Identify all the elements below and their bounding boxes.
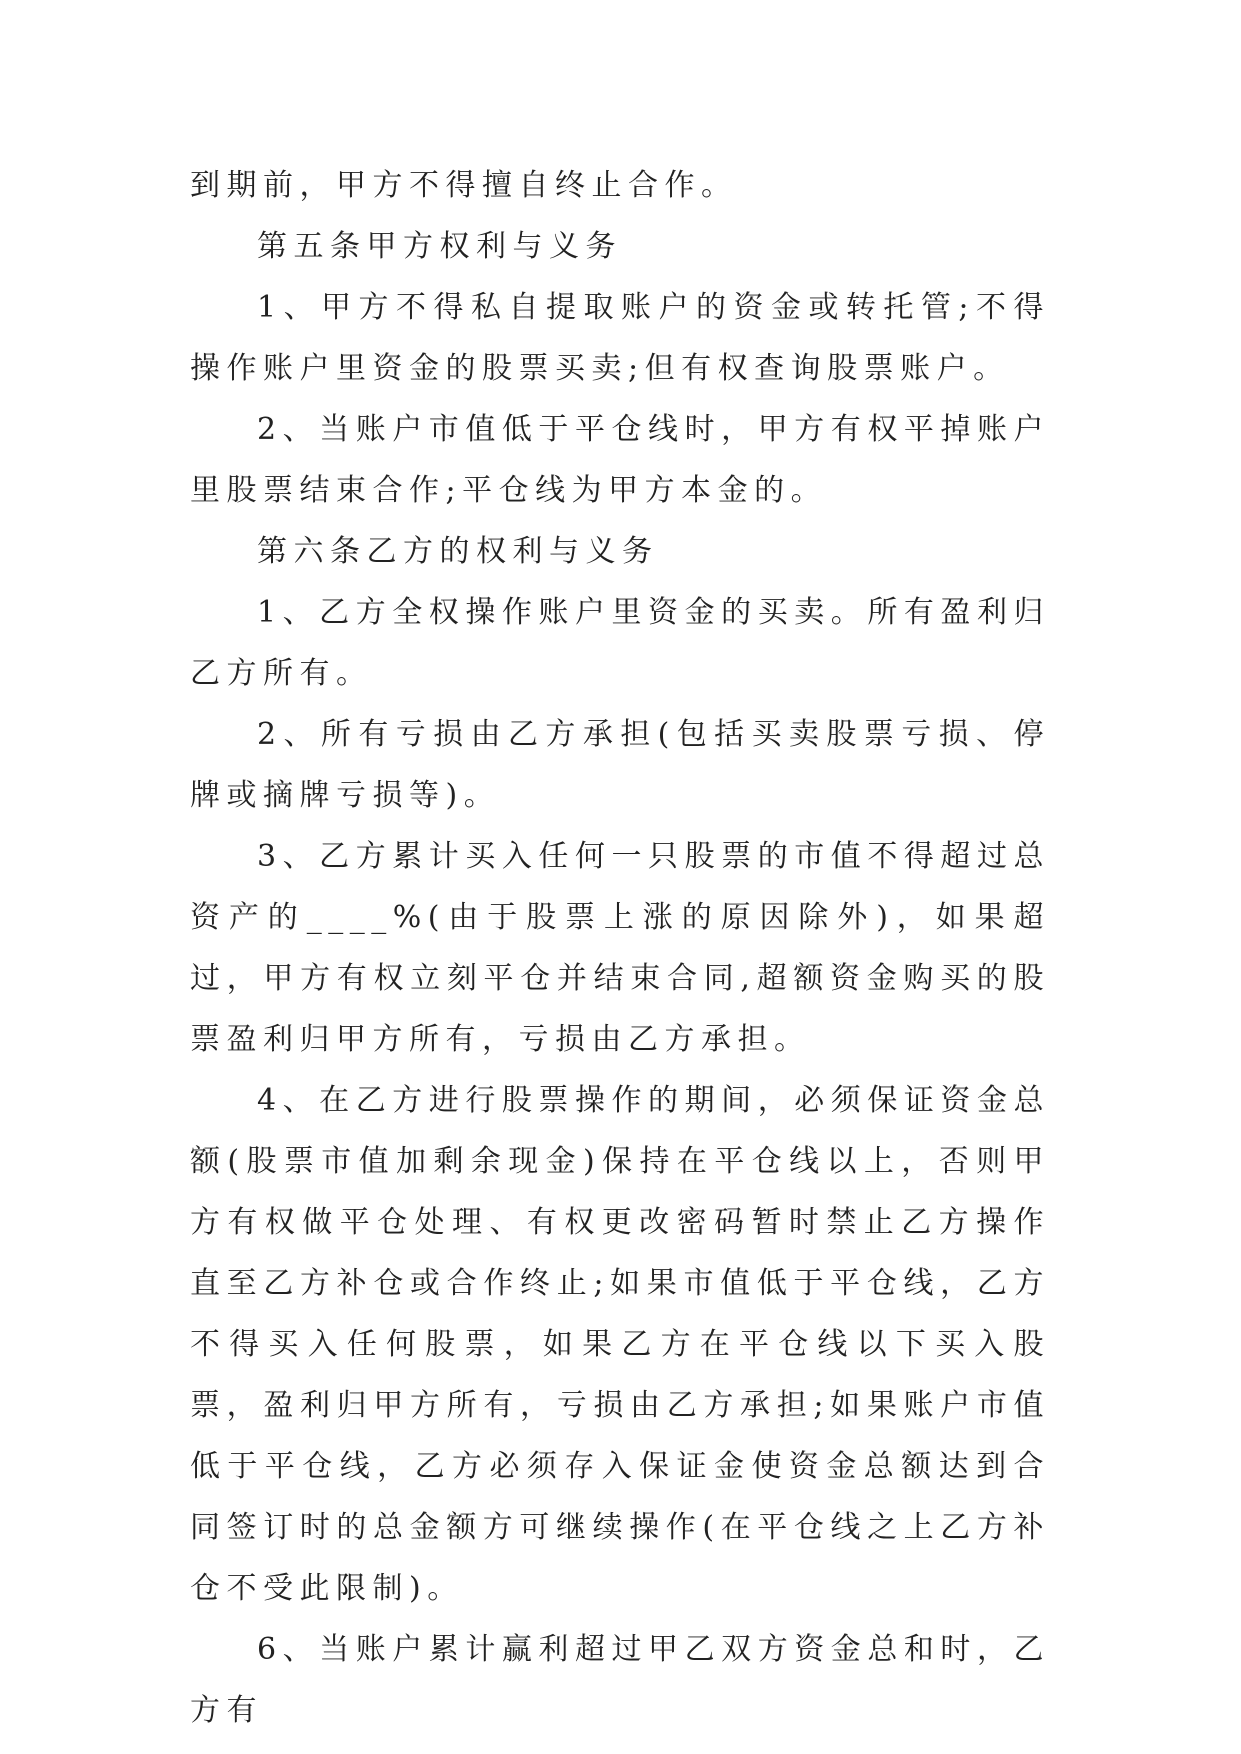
article-six-clause-1: 1、乙方全权操作账户里资金的买卖。所有盈利归乙方所有。 [190,595,1050,691]
article-six-heading: 第六条乙方的权利与义务 [257,534,659,569]
paragraph-continuation: 到期前，甲方不得擅自终止合作。 [190,168,738,203]
article-six-clause-4: 4、在乙方进行股票操作的期间，必须保证资金总额(股票市值加剩余现金)保持在平仓线以上，否则甲方有权做平仓处理、有权更改密码暂时禁止乙方操作直至乙方补仓或合作终止;如果市值低于平仓线，乙方不得买入任何股票，如果乙方在平仓线以下买入股票，盈利归甲方所有，亏损由乙方承担;如果账户市值低于平仓线，乙方必须存入保证金使资金总额达到合同签订时的总金额方可继续操作(在平仓线之上乙方补仓不受此限制)。 [190,1083,1050,1606]
article-six-clause-2: 2、所有亏损由乙方承担(包括买卖股票亏损、停牌或摘牌亏损等)。 [190,717,1050,813]
article-six-clause-6: 6、当账户累计赢利超过甲乙双方资金总和时，乙方有 [190,1632,1050,1728]
article-five-heading: 第五条甲方权利与义务 [257,229,622,264]
article-six-clause-3: 3、乙方累计买入任何一只股票的市值不得超过总资产的____%(由于股票上涨的原因除外)，如果超过，甲方有权立刻平仓并结束合同,超额资金购买的股票盈利归甲方所有，亏损由乙方承担。 [190,839,1050,1057]
document-body [190,155,1050,1741]
article-five-clause-2: 2、当账户市值低于平仓线时，甲方有权平掉账户里股票结束合作;平仓线为甲方本金的。 [190,412,1050,508]
article-five-clause-1: 1、甲方不得私自提取账户的资金或转托管;不得操作账户里资金的股票买卖;但有权查询股票账户。 [190,290,1050,386]
